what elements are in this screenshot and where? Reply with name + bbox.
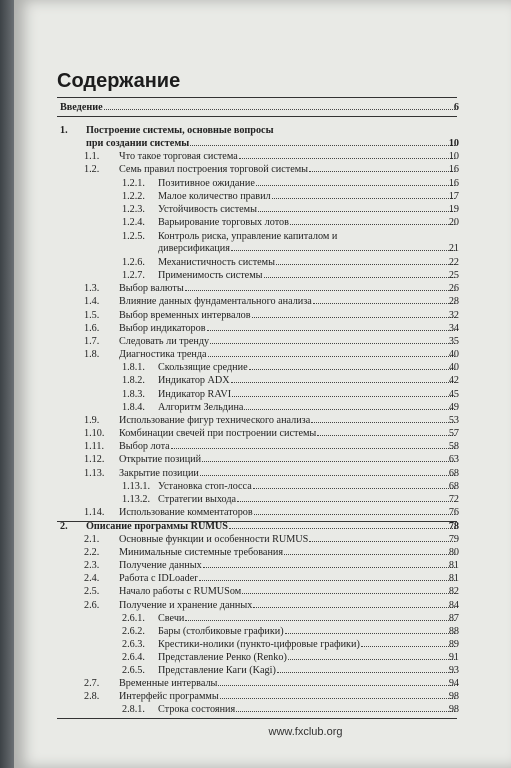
- dot-leader: [272, 198, 455, 199]
- toc-entry-number: 1.8.: [84, 349, 100, 360]
- dot-leader: [237, 501, 455, 502]
- toc-entry-page: 22: [448, 257, 459, 268]
- toc-entry: [0, 190, 511, 203]
- dot-leader: [231, 382, 455, 383]
- toc-entry: [0, 401, 511, 414]
- toc-entry-title: Построение системы, основные вопросы: [86, 125, 274, 136]
- dot-leader: [277, 672, 455, 673]
- toc-entry-title: Малое количество правил: [158, 191, 271, 202]
- toc-entry-page: 78: [448, 521, 459, 532]
- toc-entry: [0, 282, 511, 295]
- dot-leader: [185, 620, 455, 621]
- toc-entry: [0, 520, 511, 533]
- toc-entry: [0, 651, 511, 664]
- toc-entry-number: 1.6.: [84, 323, 100, 334]
- toc-entry-number: 2.6.: [84, 600, 100, 611]
- toc-entry-number: 1.10.: [84, 428, 105, 439]
- toc-entry-number: 2.2.: [84, 547, 100, 558]
- toc-entry-page: 68: [448, 468, 459, 479]
- toc-entry-title: Выбор валюты: [119, 283, 184, 294]
- toc-entry: [0, 335, 511, 348]
- toc-entry-page: 10: [448, 151, 459, 162]
- toc-entry: [0, 101, 511, 114]
- toc-entry-page: 42: [448, 375, 459, 386]
- toc-entry-page: 81: [448, 560, 459, 571]
- toc-entry-number: 2.1.: [84, 534, 100, 545]
- toc-entry-number: 1.9.: [84, 415, 100, 426]
- toc-entry-page: 25: [448, 270, 459, 281]
- toc-entry: [0, 625, 511, 638]
- toc-entry-page: 63: [448, 454, 459, 465]
- toc-entry-title: Влияние данных фундаментального анализа: [119, 296, 312, 307]
- toc-entry: [0, 124, 511, 137]
- toc-entry-title: Закрытие позиции: [119, 468, 199, 479]
- toc-entry: [0, 374, 511, 387]
- title-rule: [57, 97, 457, 98]
- toc-entry-title: Минимальные системные требования: [119, 547, 284, 558]
- dot-leader: [258, 211, 455, 212]
- toc-entry-number: 1.2.1.: [122, 178, 145, 189]
- toc-entry-number: 1.14.: [84, 507, 105, 518]
- toc-entry-number: 2.4.: [84, 573, 100, 584]
- dot-leader: [185, 290, 455, 291]
- dot-leader: [220, 698, 455, 699]
- toc-entry-page: 20: [448, 217, 459, 228]
- toc-entry: [0, 150, 511, 163]
- toc-entry-page: 87: [448, 613, 459, 624]
- toc-entry: [0, 559, 511, 572]
- toc-entry-number: 1.2.5.: [122, 231, 145, 242]
- dot-leader: [253, 488, 455, 489]
- dot-leader: [256, 185, 455, 186]
- toc-entry-number: 1.3.: [84, 283, 100, 294]
- dot-leader: [284, 554, 455, 555]
- toc-entry: [0, 163, 511, 176]
- toc-entry-number: 1.13.1.: [122, 481, 151, 492]
- toc-entry-number: 1.8.4.: [122, 402, 145, 413]
- toc-entry-page: 19: [448, 204, 459, 215]
- toc-entry-number: 2.6.2.: [122, 626, 145, 637]
- toc-entry-title: Строка состояния: [158, 704, 236, 715]
- toc-entry-title: Стратегии выхода: [158, 494, 237, 505]
- toc-entry-number: 1.4.: [84, 296, 100, 307]
- toc-entry-page: 84: [448, 600, 459, 611]
- toc-entry-number: 1.5.: [84, 310, 100, 321]
- toc-entry: [0, 585, 511, 598]
- toc-entry: [0, 533, 511, 546]
- toc-entry-number: 2.7.: [84, 678, 100, 689]
- toc-entry-title: Варьирование торговых лотов: [158, 217, 289, 228]
- toc-entry-page: 53: [448, 415, 459, 426]
- toc-entry-page: 93: [448, 665, 459, 676]
- toc-entry: [0, 480, 511, 493]
- toc-entry-title: Получение данных: [119, 560, 202, 571]
- toc-entry-title: Установка стоп-лосса: [158, 481, 252, 492]
- toc-entry-number: 1.8.3.: [122, 389, 145, 400]
- toc-entry-page: 35: [448, 336, 459, 347]
- dot-leader: [313, 303, 455, 304]
- toc-entry-title: Индикатор RAVI: [158, 389, 232, 400]
- toc-entry-number: 1.13.: [84, 468, 105, 479]
- dot-leader: [203, 567, 455, 568]
- toc-entry-number: 1.2.4.: [122, 217, 145, 228]
- toc-entry-page: 57: [448, 428, 459, 439]
- toc-entry: [0, 427, 511, 440]
- toc-entry-title: Механистичность системы: [158, 257, 275, 268]
- bottom-rule: [57, 718, 457, 719]
- toc-entry-number: 1.: [60, 125, 68, 136]
- dot-leader: [252, 317, 455, 318]
- toc-entry: [0, 361, 511, 374]
- dot-leader: [288, 659, 455, 660]
- dot-leader: [202, 461, 455, 462]
- toc-entry-page: 34: [448, 323, 459, 334]
- toc-entry-title: Алгоритм Зельдина: [158, 402, 244, 413]
- dot-leader: [229, 528, 455, 529]
- toc-entry: [0, 388, 511, 401]
- toc-entry-page: 40: [448, 349, 459, 360]
- toc-entry-page: 45: [448, 389, 459, 400]
- toc-entry-title: при создании системы: [86, 138, 190, 149]
- toc-entry-title: Комбинации свечей при построении системы: [119, 428, 317, 439]
- toc-entry-number: 1.2.6.: [122, 257, 145, 268]
- toc-entry: [0, 453, 511, 466]
- toc-entry-number: 1.2.2.: [122, 191, 145, 202]
- toc-entry-title: Индикатор ADX: [158, 375, 230, 386]
- toc-entry-title: Крестики-нолики (пункто-цифровые графики): [158, 639, 360, 650]
- toc-entry-page: 91: [448, 652, 459, 663]
- toc-entry: [0, 572, 511, 585]
- dot-leader: [311, 422, 455, 423]
- toc-entry: [0, 322, 511, 335]
- toc-entry-title: Выбор индикаторов: [119, 323, 206, 334]
- dot-leader: [207, 330, 455, 331]
- toc-entry-page: 10: [448, 138, 459, 149]
- dot-leader: [253, 607, 455, 608]
- toc-entry-number: 1.7.: [84, 336, 100, 347]
- toc-entry-page: 82: [448, 586, 459, 597]
- toc-entry: [0, 348, 511, 361]
- toc-entry-number: 2.8.1.: [122, 704, 145, 715]
- dot-leader: [264, 277, 456, 278]
- toc-entry-title: Получение и хранение данных: [119, 600, 253, 611]
- toc-entry-title: Начало работы с RUMUSом: [119, 586, 242, 597]
- dot-leader: [239, 158, 455, 159]
- dot-leader: [236, 711, 455, 712]
- dot-leader: [171, 448, 455, 449]
- toc-entry-page: 72: [448, 494, 459, 505]
- toc-entry-page: 32: [448, 310, 459, 321]
- toc-entry-page: 80: [448, 547, 459, 558]
- toc-entry-number: 1.12.: [84, 454, 105, 465]
- toc-entry: [0, 242, 511, 255]
- toc-entry-number: 2.6.1.: [122, 613, 145, 624]
- toc-entry-title: Открытие позиций: [119, 454, 202, 465]
- toc-entry: [0, 690, 511, 703]
- toc-entry: [0, 256, 511, 269]
- toc-entry-page: 98: [448, 691, 459, 702]
- toc-entry-title: Интерфейс программы: [119, 691, 219, 702]
- toc-entry-title: Представление Ренко (Renko): [158, 652, 287, 663]
- toc-entry: [0, 638, 511, 651]
- toc-entry-page: 49: [448, 402, 459, 413]
- toc-entry-title: Контроль риска, управление капиталом и: [158, 231, 338, 242]
- dot-leader: [218, 685, 455, 686]
- dot-leader: [254, 514, 455, 515]
- toc-entry-number: 1.8.2.: [122, 375, 145, 386]
- toc-entry-number: 1.2.: [84, 164, 100, 175]
- toc-entry-page: 89: [448, 639, 459, 650]
- dot-leader: [242, 593, 455, 594]
- dot-leader: [208, 356, 455, 357]
- dot-leader: [199, 580, 455, 581]
- toc-entry-number: 1.2.3.: [122, 204, 145, 215]
- dot-leader: [210, 343, 455, 344]
- toc-entry: [0, 216, 511, 229]
- toc-entry-title: Семь правил построения торговой системы: [119, 164, 309, 175]
- toc-entry: [0, 546, 511, 559]
- toc-entry: [0, 440, 511, 453]
- toc-entry-title: Выбор временных интервалов: [119, 310, 251, 321]
- toc-entry-number: 2.6.3.: [122, 639, 145, 650]
- dot-leader: [249, 369, 455, 370]
- dot-leader: [290, 224, 455, 225]
- dot-leader: [200, 475, 455, 476]
- toc-entry: [0, 703, 511, 716]
- toc-entry-title: Диагностика тренда: [119, 349, 207, 360]
- toc-entry-page: 40: [448, 362, 459, 373]
- toc-entry: [0, 664, 511, 677]
- toc-entry-page: 16: [448, 178, 459, 189]
- toc-entry-title: Следовать ли тренду: [119, 336, 210, 347]
- toc-entry-title: Свечи: [158, 613, 185, 624]
- toc-entry-number: 1.8.1.: [122, 362, 145, 373]
- toc-entry-title: Представление Каги (Kagi): [158, 665, 276, 676]
- toc-entry-title: Бары (столбиковые графики): [158, 626, 284, 637]
- toc-entry: [0, 269, 511, 282]
- toc-entry-number: 2.6.5.: [122, 665, 145, 676]
- dot-leader: [231, 250, 455, 251]
- dot-leader: [317, 435, 455, 436]
- toc-entry-page: 17: [448, 191, 459, 202]
- toc-entry-title: Устойчивость системы: [158, 204, 257, 215]
- toc-entry: [0, 677, 511, 690]
- toc-entry-page: 6: [453, 102, 459, 113]
- toc-entry-title: Применимость системы: [158, 270, 263, 281]
- toc-entry: [0, 203, 511, 216]
- toc-entry-page: 16: [448, 164, 459, 175]
- toc-entry-number: 2.3.: [84, 560, 100, 571]
- toc-entry: [0, 493, 511, 506]
- toc-entry-title: диверсификация: [158, 243, 230, 254]
- toc-entry: [0, 414, 511, 427]
- toc-entry: [0, 177, 511, 190]
- toc-entry-number: 1.13.2.: [122, 494, 151, 505]
- toc-entry: [0, 599, 511, 612]
- toc-entry-title: Описание программы RUMUS: [86, 521, 228, 532]
- toc-entry-page: 94: [448, 678, 459, 689]
- toc-entry-title: Позитивное ожидание: [158, 178, 255, 189]
- dot-leader: [276, 264, 455, 265]
- toc-entry-title: Использование комментаторов: [119, 507, 253, 518]
- toc-entry: [0, 295, 511, 308]
- toc-entry-page: 68: [448, 481, 459, 492]
- toc-entry-title: Основные функции и особенности RUMUS: [119, 534, 309, 545]
- toc-entry-page: 88: [448, 626, 459, 637]
- toc-entry-number: 1.2.7.: [122, 270, 145, 281]
- toc-entry-page: 79: [448, 534, 459, 545]
- toc-entry-page: 58: [448, 441, 459, 452]
- toc-entry-number: 2.: [60, 521, 68, 532]
- toc-entry-page: 21: [448, 243, 459, 254]
- dot-leader: [190, 145, 455, 146]
- toc-entry-page: 28: [448, 296, 459, 307]
- page-title: Содержание: [57, 70, 181, 92]
- toc-entry-title: Что такое торговая система: [119, 151, 238, 162]
- toc-entry-number: 1.1.: [84, 151, 100, 162]
- toc-entry-title: Выбор лота: [119, 441, 170, 452]
- toc-entry-title: Скользящие средние: [158, 362, 248, 373]
- toc-entry-page: 81: [448, 573, 459, 584]
- toc-entry-title: Введение: [60, 102, 103, 113]
- toc-entry: [0, 506, 511, 519]
- dot-leader: [104, 109, 455, 110]
- dot-leader: [244, 409, 455, 410]
- toc-entry: [0, 612, 511, 625]
- toc-entry: [0, 309, 511, 322]
- section-divider: [57, 116, 457, 117]
- toc-entry-number: 1.11.: [84, 441, 104, 452]
- toc-entry: [0, 137, 511, 150]
- toc-entry-number: 2.6.4.: [122, 652, 145, 663]
- toc-entry-number: 2.8.: [84, 691, 100, 702]
- toc-entry-title: Временные интервалы: [119, 678, 218, 689]
- dot-leader: [309, 171, 455, 172]
- toc-entry-title: Работа с IDLoader: [119, 573, 198, 584]
- toc-entry-number: 2.5.: [84, 586, 100, 597]
- dot-leader: [285, 633, 455, 634]
- dot-leader: [309, 541, 455, 542]
- toc-entry-page: 26: [448, 283, 459, 294]
- dot-leader: [232, 396, 455, 397]
- toc-entry-page: 76: [448, 507, 459, 518]
- toc-entry: [0, 467, 511, 480]
- page-footer: www.fxclub.org: [268, 726, 343, 738]
- toc-entry-title: Использование фигур технического анализа: [119, 415, 311, 426]
- toc-entry-page: 98: [448, 704, 459, 715]
